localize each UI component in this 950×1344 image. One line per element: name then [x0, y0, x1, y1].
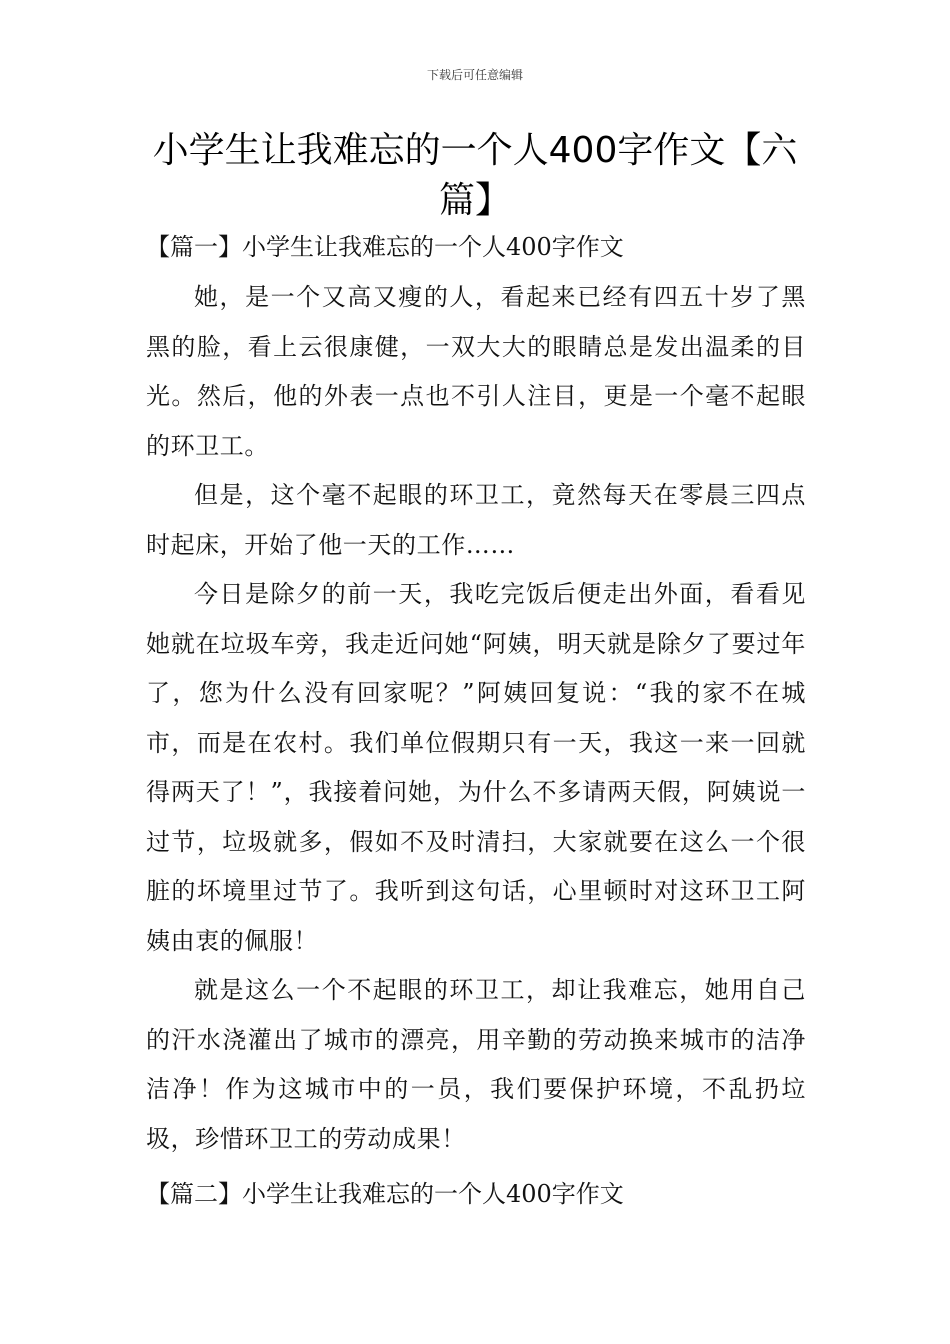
section-heading-1: 【篇一】小学生让我难忘的一个人400字作文 [146, 233, 624, 261]
section-heading-2: 【篇二】小学生让我难忘的一个人400字作文 [146, 1180, 624, 1208]
section-body-1 [146, 273, 806, 1164]
paragraph: 就是这么一个不起眼的环卫工，却让我难忘，她用自己的汗水浇灌出了城市的漂亮，用辛勤的劳动换来城市的洁净洁净！作为这城市中的一员，我们要保护环境，不乱扔垃圾，珍惜环卫工的劳动成果！ [146, 976, 806, 1153]
paragraph: 她，是一个又高又瘦的人，看起来已经有四五十岁了黑黑的脸，看上云很康健，一双大大的眼睛总是发出温柔的目光。然后，他的外表一点也不引人注目，更是一个毫不起眼的环卫工。 [146, 283, 806, 460]
paragraph: 但是，这个毫不起眼的环卫工，竟然每天在零晨三四点时起床，开始了他一天的工作…… [146, 481, 806, 559]
document-title: 小学生让我难忘的一个人400字作文【六篇】 [152, 130, 798, 221]
paragraph: 今日是除夕的前一天，我吃完饭后便走出外面，看看见她就在垃圾车旁，我走近问她“阿姨，明天就是除夕了要过年了，您为什么没有回家呢？”阿姨回复说：“我的家不在城市，而是在农村。我们单位假期只有一天，我这一来一回就得两天了！”，我接着问她，为什么不多请两天假，阿姨说一过节，垃圾就多，假如不及时清扫，大家就要在这么一个很脏的坏境里过节了。我听到这句话，心里顿时对这环卫工阿姨由衷的佩服！ [146, 580, 806, 955]
header-note: 下载后可任意编辑 [426, 68, 523, 82]
